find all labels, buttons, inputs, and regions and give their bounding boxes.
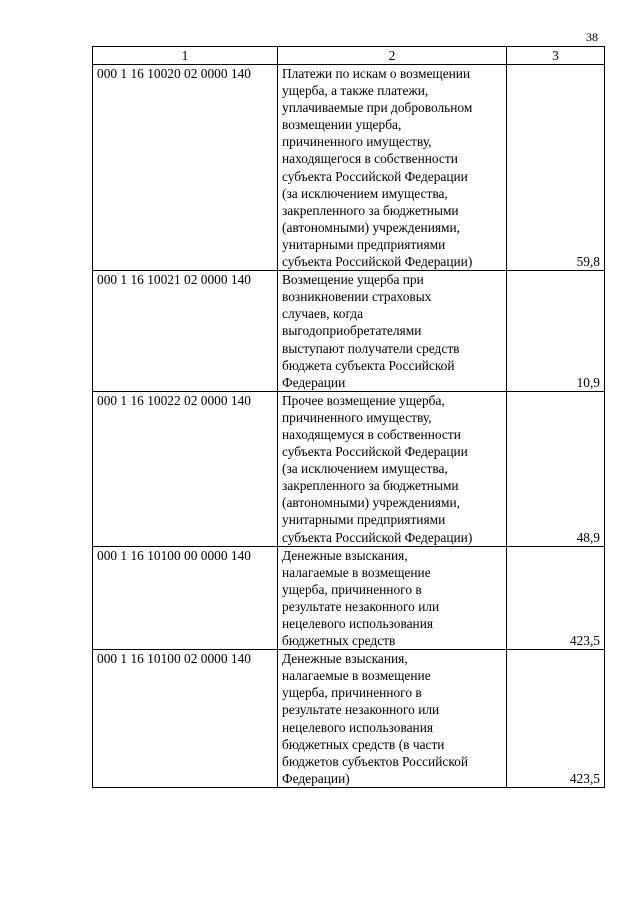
amount-cell: 10,9	[507, 271, 605, 392]
table-row	[93, 271, 605, 392]
description-cell: Денежные взыскания, налагаемые в возмещение ущерба, причиненного в результате незаконного или нецелевого использования бюджетных средств (в части бюджетов субъектов Российской Федерации)	[278, 650, 507, 788]
amount-cell: 59,8	[507, 65, 605, 271]
amount-cell: 423,5	[507, 546, 605, 650]
table-row	[93, 65, 605, 271]
revenue-code-cell: 000 1 16 10100 02 0000 140	[93, 650, 278, 788]
amount-cell: 423,5	[507, 650, 605, 788]
table-row	[93, 650, 605, 788]
amount-cell: 48,9	[507, 391, 605, 546]
column-header-description: 2	[278, 47, 507, 65]
table-row	[93, 546, 605, 650]
revenue-code-cell: 000 1 16 10022 02 0000 140	[93, 391, 278, 546]
description-cell: Прочее возмещение ущерба, причиненного имуществу, находящемуся в собственности субъекта Российской Федерации (за исключением имущества, закрепленного за бюджетными (автономными) учреждениями, унитарными предприятиями субъекта Российской Федерации)	[278, 391, 507, 546]
revenue-code-cell: 000 1 16 10020 02 0000 140	[93, 65, 278, 271]
page-number: 38	[586, 30, 598, 44]
description-cell: Денежные взыскания, налагаемые в возмещение ущерба, причиненного в результате незаконного или нецелевого использования бюджетных средств	[278, 546, 507, 650]
table-row	[93, 391, 605, 546]
description-cell: Возмещение ущерба при возникновении страховых случаев, когда выгодоприобретателями выступают получатели средств бюджета субъекта Российской Федерации	[278, 271, 507, 392]
table-header-row	[93, 47, 605, 65]
revenue-code-cell: 000 1 16 10100 00 0000 140	[93, 546, 278, 650]
column-header-amount: 3	[507, 47, 605, 65]
column-header-code: 1	[93, 47, 278, 65]
description-cell: Платежи по искам о возмещении ущерба, а также платежи, уплачиваемые при добровольном возмещении ущерба, причиненного имуществу, находящегося в собственности субъекта Российской Федерации (за исключением имущества, закрепленного за бюджетными (автономными) учреждениями, унитарными предприятиями субъекта Российской Федерации)	[278, 65, 507, 271]
revenue-code-cell: 000 1 16 10021 02 0000 140	[93, 271, 278, 392]
budget-revenue-table	[92, 46, 605, 788]
